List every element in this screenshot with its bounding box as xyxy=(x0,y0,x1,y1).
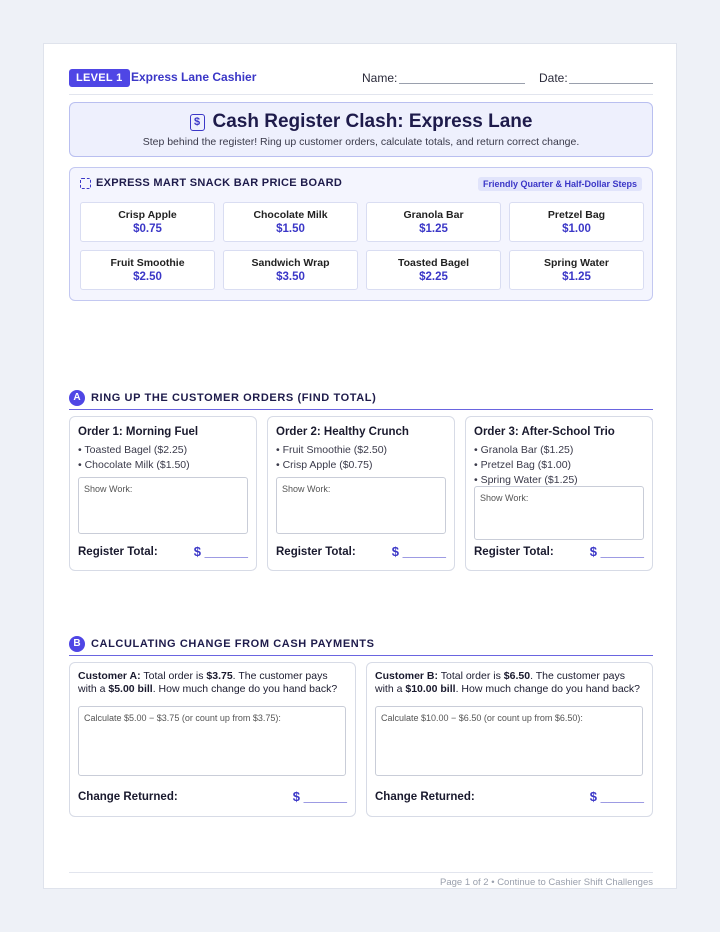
price-item-price: $2.50 xyxy=(133,271,162,283)
question-text: . How much change do you hand back? xyxy=(455,683,641,695)
calculation-box[interactable] xyxy=(375,706,643,776)
price-board-heading: EXPRESS MART SNACK BAR PRICE BOARD xyxy=(96,177,343,189)
price-item-price: $1.25 xyxy=(419,223,448,235)
change-returned-blank[interactable]: $ ______ xyxy=(589,789,644,804)
order-items xyxy=(276,443,387,473)
section-b-badge: B xyxy=(69,636,85,652)
order-title: Order 1: Morning Fuel xyxy=(78,426,199,438)
price-item-name: Toasted Bagel xyxy=(398,257,469,269)
show-work-box[interactable] xyxy=(276,477,446,534)
register-total-blank[interactable]: $ ______ xyxy=(193,544,248,559)
price-item-price: $0.75 xyxy=(133,223,162,235)
order-items xyxy=(474,443,578,488)
price-item-price: $3.50 xyxy=(276,271,305,283)
change-question xyxy=(375,670,643,696)
order-title: Order 3: After-School Trio xyxy=(474,426,615,438)
question-text: Total order is xyxy=(140,670,207,682)
order-item: • Fruit Smoothie ($2.50) xyxy=(276,444,388,456)
change-returned-blank[interactable]: $ ______ xyxy=(292,789,347,804)
page-subtitle: Step behind the register! Ring up customer orders, calculate totals, and return correct change. xyxy=(142,136,580,148)
change-returned-label: Change Returned: xyxy=(78,791,178,803)
order-card-3 xyxy=(465,416,653,571)
date-field[interactable] xyxy=(569,83,653,84)
price-item xyxy=(509,202,644,242)
show-work-label: Show Work: xyxy=(84,484,133,494)
order-items xyxy=(78,443,190,473)
title-banner xyxy=(69,102,653,157)
price-item xyxy=(223,202,358,242)
scan-icon xyxy=(80,178,91,189)
section-b-title: CALCULATING CHANGE FROM CASH PAYMENTS xyxy=(91,638,375,650)
dollar-sign-icon: $ xyxy=(190,114,205,131)
price-item xyxy=(366,250,501,290)
price-grid xyxy=(80,202,643,290)
price-item-price: $1.00 xyxy=(562,223,591,235)
register-total-label: Register Total: xyxy=(78,546,158,558)
level-badge: LEVEL 1 xyxy=(69,69,130,87)
calculation-box[interactable] xyxy=(78,706,346,776)
price-item-name: Pretzel Bag xyxy=(547,209,606,221)
price-item-name: Crisp Apple xyxy=(118,209,177,221)
show-work-box[interactable] xyxy=(78,477,248,534)
bill-amount: $5.00 bill xyxy=(108,683,153,695)
name-field[interactable] xyxy=(399,83,525,84)
price-item xyxy=(80,250,215,290)
price-board xyxy=(69,167,653,301)
question-text: Total order is xyxy=(438,670,504,682)
customer-name: Customer A: xyxy=(78,670,141,682)
price-item-name: Fruit Smoothie xyxy=(110,257,185,269)
change-question xyxy=(78,670,346,696)
worksheet-page xyxy=(43,43,677,889)
show-work-label: Show Work: xyxy=(282,484,331,494)
price-item-name: Granola Bar xyxy=(403,209,464,221)
footer-divider xyxy=(69,872,653,873)
register-total-label: Register Total: xyxy=(474,546,554,558)
price-item-price: $1.50 xyxy=(276,223,305,235)
level-title: Express Lane Cashier xyxy=(131,70,257,84)
order-total: $3.75 xyxy=(206,670,233,682)
register-total-blank[interactable]: $ ______ xyxy=(589,544,644,559)
order-total: $6.50 xyxy=(503,670,531,682)
price-item xyxy=(509,250,644,290)
change-card-a xyxy=(69,662,356,817)
register-total-label: Register Total: xyxy=(276,546,356,558)
order-item: • Granola Bar ($1.25) xyxy=(474,444,574,456)
question-text: . How much change do you hand back? xyxy=(152,683,338,695)
calculation-label: Calculate $5.00 − $3.75 (or count up from $3.75): xyxy=(84,713,281,723)
price-item-price: $2.25 xyxy=(419,271,448,283)
show-work-label: Show Work: xyxy=(480,493,529,503)
price-item xyxy=(80,202,215,242)
order-card-1 xyxy=(69,416,257,571)
order-title: Order 2: Healthy Crunch xyxy=(276,426,409,438)
worksheet-content xyxy=(69,69,653,888)
price-item xyxy=(223,250,358,290)
order-item: • Toasted Bagel ($2.25) xyxy=(78,444,188,456)
order-item: • Spring Water ($1.25) xyxy=(474,474,578,486)
section-a-badge: A xyxy=(69,390,85,406)
section-a-header xyxy=(69,388,653,410)
change-returned-label: Change Returned: xyxy=(375,791,475,803)
change-card-b xyxy=(366,662,653,817)
section-b-header xyxy=(69,634,653,656)
question-text: . The customer pays with a xyxy=(78,670,328,695)
price-board-tag: Friendly Quarter & Half-Dollar Steps xyxy=(478,177,642,191)
price-item-price: $1.25 xyxy=(562,271,591,283)
page-footer: Page 1 of 2 • Continue to Cashier Shift Challenges xyxy=(440,877,653,888)
date-label: Date: xyxy=(539,71,568,85)
header-divider xyxy=(69,94,653,95)
price-item-name: Sandwich Wrap xyxy=(251,257,330,269)
register-total-blank[interactable]: $ ______ xyxy=(391,544,446,559)
order-item: • Chocolate Milk ($1.50) xyxy=(78,459,190,471)
order-card-2 xyxy=(267,416,455,571)
show-work-box[interactable] xyxy=(474,486,644,540)
bill-amount: $10.00 bill xyxy=(405,683,456,695)
price-item-name: Chocolate Milk xyxy=(253,209,328,221)
name-label: Name: xyxy=(362,71,398,85)
question-text: . The customer pays with a xyxy=(375,670,625,695)
section-a-title: RING UP THE CUSTOMER ORDERS (FIND TOTAL) xyxy=(91,392,377,404)
calculation-label: Calculate $10.00 − $6.50 (or count up from $6.50): xyxy=(381,713,583,723)
order-item: • Pretzel Bag ($1.00) xyxy=(474,459,572,471)
order-item: • Crisp Apple ($0.75) xyxy=(276,459,373,471)
price-item-name: Spring Water xyxy=(544,257,609,269)
worksheet-header xyxy=(69,69,653,89)
page-title: Cash Register Clash: Express Lane xyxy=(212,111,533,132)
price-item xyxy=(366,202,501,242)
customer-name: Customer B: xyxy=(375,670,439,682)
